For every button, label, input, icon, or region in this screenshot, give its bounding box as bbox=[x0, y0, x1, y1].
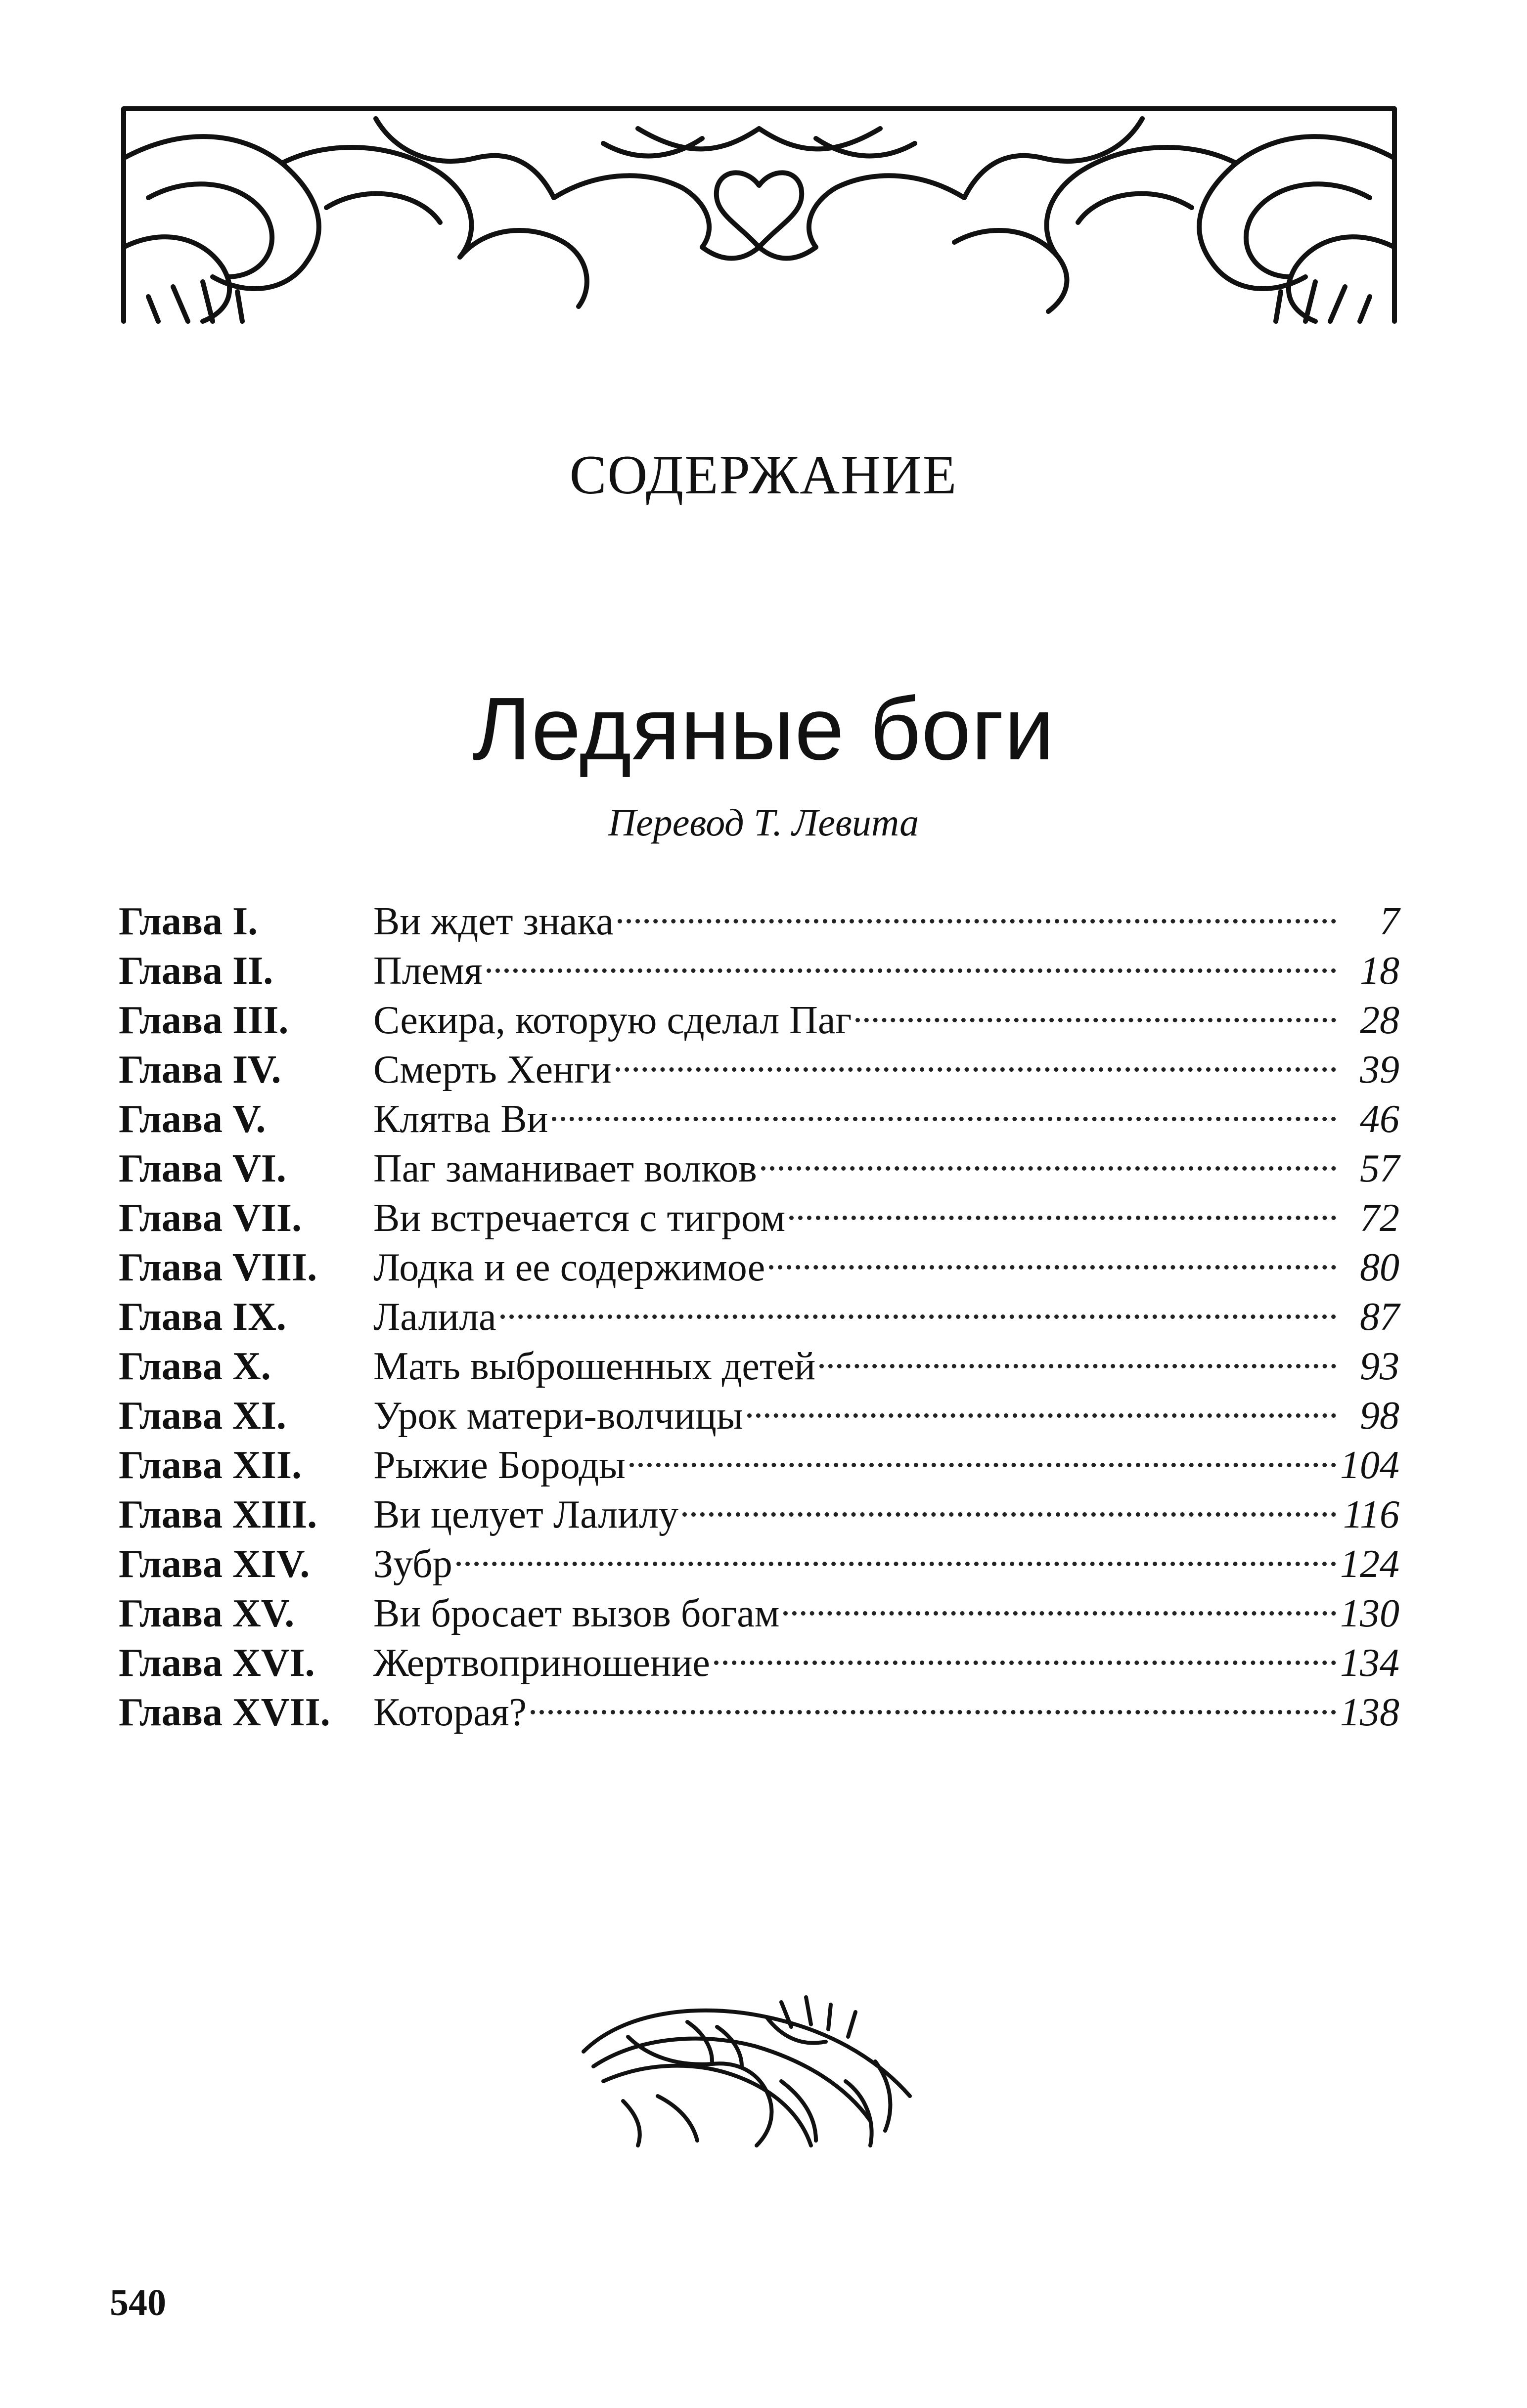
toc-page-number: 7 bbox=[1380, 900, 1399, 943]
floral-headpiece-icon bbox=[119, 99, 1399, 331]
toc-chapter-title: Зубр bbox=[373, 1542, 452, 1586]
toc-dot-leader bbox=[855, 984, 1336, 1033]
toc-chapter-title: Лалила bbox=[373, 1295, 496, 1339]
toc-dot-leader bbox=[682, 1478, 1336, 1528]
toc-chapter-number: Глава IV. bbox=[119, 1048, 281, 1092]
toc-dot-leader bbox=[747, 1379, 1336, 1429]
toc-chapter-number: Глава II. bbox=[119, 949, 273, 993]
toc-page-number: 72 bbox=[1360, 1196, 1399, 1240]
toc-chapter-number: Глава XIII. bbox=[119, 1493, 317, 1536]
toc-dot-leader bbox=[552, 1083, 1336, 1132]
toc-page-number: 93 bbox=[1360, 1345, 1399, 1388]
toc-page-number: 87 bbox=[1360, 1295, 1399, 1339]
toc-page-number: 116 bbox=[1343, 1493, 1399, 1536]
toc-dot-leader bbox=[819, 1330, 1336, 1379]
toc-chapter-number: Глава VI. bbox=[119, 1147, 286, 1190]
toc-chapter-number: Глава XVII. bbox=[119, 1691, 330, 1734]
toc-chapter-title: Урок матери-волчицы bbox=[373, 1394, 743, 1438]
translator-credit: Перевод Т. Левита bbox=[608, 801, 919, 844]
toc-dot-leader bbox=[761, 1132, 1336, 1182]
toc-chapter-number: Глава I. bbox=[119, 900, 258, 943]
toc-chapter-number: Глава IX. bbox=[119, 1295, 286, 1339]
toc-chapter-number: Глава VIII. bbox=[119, 1246, 317, 1289]
toc-chapter-number: Глава X. bbox=[119, 1345, 271, 1388]
toc-chapter-number: Глава XV. bbox=[119, 1592, 295, 1635]
page-number: 540 bbox=[110, 2282, 166, 2323]
book-title: Ледяные боги bbox=[472, 679, 1055, 779]
toc-dot-leader bbox=[714, 1626, 1336, 1676]
toc-chapter-number: Глава V. bbox=[119, 1097, 266, 1141]
toc-chapter-title: Клятва Ви bbox=[373, 1097, 548, 1141]
toc-page-number: 130 bbox=[1340, 1592, 1399, 1635]
toc-page-number: 138 bbox=[1340, 1691, 1399, 1734]
toc-dot-leader bbox=[618, 885, 1336, 934]
toc-page-number: 80 bbox=[1360, 1246, 1399, 1289]
toc-dot-leader bbox=[769, 1231, 1336, 1280]
toc-dot-leader bbox=[783, 1577, 1336, 1626]
toc-page-number: 18 bbox=[1360, 949, 1399, 993]
toc-page-number: 28 bbox=[1360, 999, 1399, 1042]
toc-chapter-number: Глава XIV. bbox=[119, 1542, 310, 1586]
floral-tailpiece-icon bbox=[569, 1982, 925, 2165]
toc-page-number: 39 bbox=[1360, 1048, 1399, 1092]
toc-chapter-number: Глава XII. bbox=[119, 1444, 302, 1487]
toc-chapter-title: Смерть Хенги bbox=[373, 1048, 612, 1092]
toc-chapter-title: Лодка и ее содержимое bbox=[373, 1246, 765, 1289]
toc-chapter-title: Рыжие Бороды bbox=[373, 1444, 626, 1487]
toc-chapter-title: Которая? bbox=[373, 1691, 527, 1734]
toc-dot-leader bbox=[487, 934, 1336, 984]
toc-dot-leader bbox=[500, 1280, 1336, 1330]
toc-chapter-number: Глава VII. bbox=[119, 1196, 302, 1240]
toc-page-number: 104 bbox=[1340, 1444, 1399, 1487]
toc-chapter-title: Ви бросает вызов богам bbox=[373, 1592, 780, 1635]
toc-chapter-number: Глава XI. bbox=[119, 1394, 286, 1438]
toc-chapter-title: Мать выброшенных детей bbox=[373, 1345, 816, 1388]
toc-chapter-title: Паг заманивает волков bbox=[373, 1147, 757, 1190]
toc-dot-leader bbox=[629, 1429, 1336, 1478]
toc-dot-leader bbox=[616, 1033, 1336, 1083]
toc-chapter-number: Глава III. bbox=[119, 999, 289, 1042]
table-of-contents bbox=[119, 885, 1399, 1734]
toc-page-number: 134 bbox=[1340, 1641, 1399, 1685]
toc-page-number: 57 bbox=[1360, 1147, 1399, 1190]
toc-chapter-title: Жертвоприношение bbox=[373, 1641, 710, 1685]
toc-chapter-title: Племя bbox=[373, 949, 483, 993]
toc-dot-leader bbox=[531, 1676, 1336, 1725]
toc-dot-leader bbox=[789, 1182, 1336, 1231]
toc-chapter-number: Глава XVI. bbox=[119, 1641, 315, 1685]
toc-chapter-title: Ви ждет знака bbox=[373, 900, 614, 943]
toc-dot-leader bbox=[456, 1528, 1336, 1577]
toc-entry bbox=[119, 885, 1399, 943]
toc-chapter-title: Ви целует Лалилу bbox=[373, 1493, 678, 1536]
toc-page-number: 46 bbox=[1360, 1097, 1399, 1141]
toc-page-number: 98 bbox=[1360, 1394, 1399, 1438]
section-title: СОДЕРЖАНИЕ bbox=[569, 444, 958, 506]
toc-page-number: 124 bbox=[1340, 1542, 1399, 1586]
toc-chapter-title: Секира, которую сделал Паг bbox=[373, 999, 852, 1042]
toc-chapter-title: Ви встречается с тигром bbox=[373, 1196, 786, 1240]
